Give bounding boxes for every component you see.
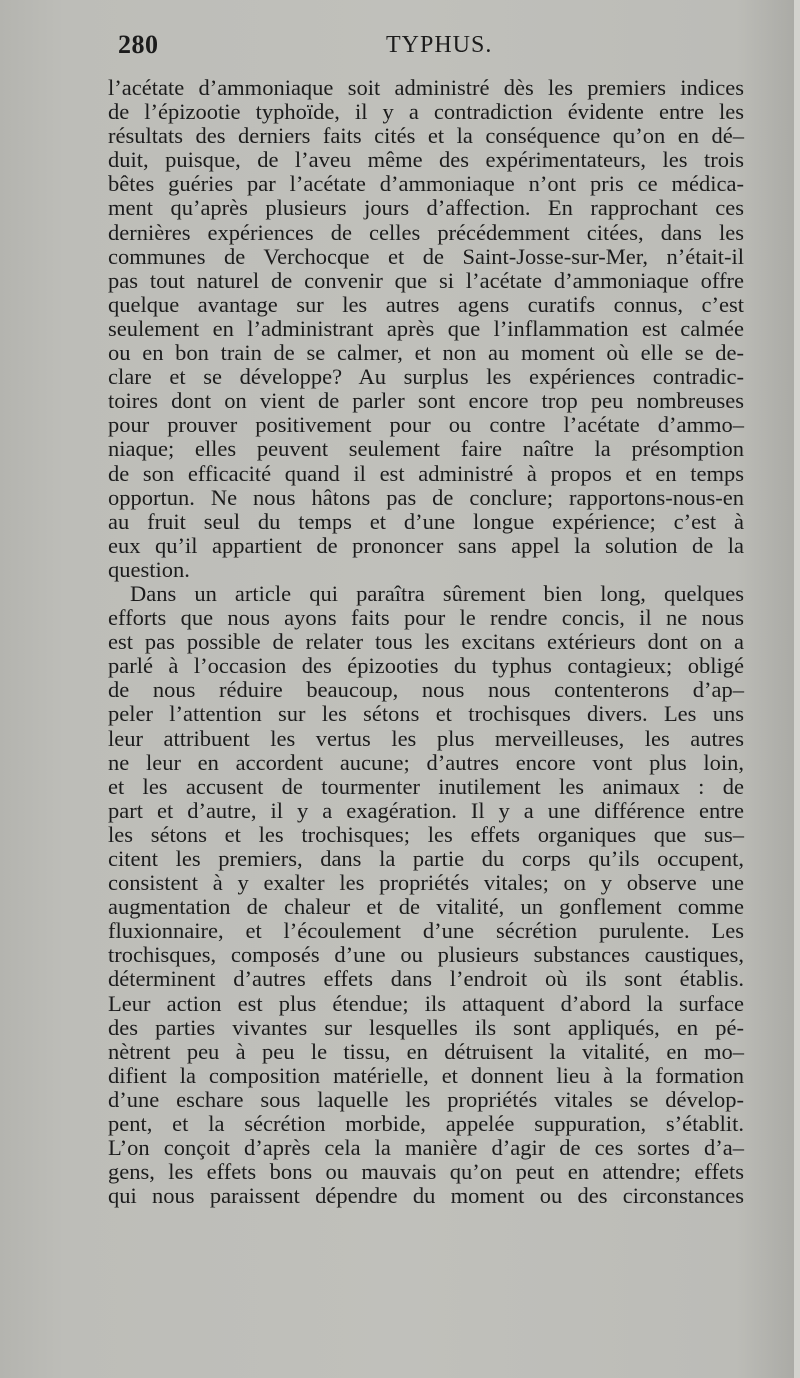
text-line: et les accusent de tourmenter inutilement les animaux : de — [108, 773, 744, 799]
text-line: résultats des derniers faits cités et la conséquence qu’on en dé– — [108, 123, 744, 149]
text-line: quelque avantage sur les autres agens curatifs connus, c’est — [108, 291, 744, 317]
body-text — [108, 76, 744, 1208]
text-line: qui nous paraissent dépendre du moment ou des circonstances — [108, 1183, 744, 1209]
text-line: communes de Verchocque et de Saint-Josse-sur-Mer, n’était-il — [108, 243, 744, 269]
page-number: 280 — [118, 30, 159, 59]
text-line: trochisques, composés d’une ou plusieurs substances caustiques, — [108, 942, 744, 968]
text-line: clare et se développe? Au surplus les expériences contradic- — [108, 364, 744, 390]
text-line: gens, les effets bons ou mauvais qu’on peut en attendre; effets — [108, 1159, 744, 1185]
paragraph-start-line: Dans un article qui paraîtra sûrement bien long, quelques — [130, 580, 744, 606]
text-line: L’on conçoit d’après cela la manière d’agir de ces sortes d’a– — [108, 1135, 744, 1161]
text-line: de nous réduire beaucoup, nous nous contenterons d’ap– — [108, 677, 744, 703]
text-line: seulement en l’administrant après que l’inflammation est calmée — [108, 315, 744, 341]
text-line: ment qu’après plusieurs jours d’affection. En rapprochant ces — [108, 195, 744, 221]
text-line: difient la composition matérielle, et donnent lieu à la formation — [108, 1062, 744, 1088]
text-line: déterminent d’autres effets dans l’endroit où ils sont établis. — [108, 966, 744, 992]
paragraph-end-line: question. — [108, 556, 190, 582]
text-line: nètrent peu à peu le tissu, en détruisent la vitalité, en mo– — [108, 1038, 744, 1064]
text-line: bêtes guéries par l’acétate d’ammoniaque n’ont pris ce médica- — [108, 171, 744, 197]
text-line: ne leur en accordent aucune; d’autres encore vont plus loin, — [108, 749, 744, 775]
text-line: d’une eschare sous laquelle les propriétés vitales se dévelop- — [108, 1086, 744, 1112]
text-line: peler l’attention sur les sétons et trochisques divers. Les uns — [108, 701, 744, 727]
text-line: est pas possible de relater tous les excitans extérieurs dont on a — [108, 629, 744, 655]
text-line: part et d’autre, il y a exagération. Il y a une différence entre — [108, 797, 744, 823]
text-line: dernières expériences de celles précédemment citées, dans les — [108, 219, 744, 245]
text-line: pent, et la sécrétion morbide, appelée suppuration, s’établit. — [108, 1111, 744, 1137]
text-line: opportun. Ne nous hâtons pas de conclure; rapportons-nous-en — [108, 484, 744, 510]
text-line: pas tout naturel de convenir que si l’acétate d’ammoniaque offre — [108, 267, 744, 293]
text-line: pour prouver positivement pour ou contre l’acétate d’ammo– — [108, 412, 744, 438]
text-line: fluxionnaire, et l’écoulement d’une sécrétion purulente. Les — [108, 918, 744, 944]
text-line: ou en bon train de se calmer, et non au moment où elle se de- — [108, 340, 744, 366]
text-line: l’acétate d’ammoniaque soit administré dès les premiers indices — [108, 75, 744, 100]
text-line: duit, puisque, de l’aveu même des expérimentateurs, les trois — [108, 147, 744, 173]
text-line: toires dont on vient de parler sont encore trop peu nombreuses — [108, 388, 744, 414]
text-line: au fruit seul du temps et d’une longue expérience; c’est à — [108, 508, 744, 534]
text-line: parlé à l’occasion des épizooties du typhus contagieux; obligé — [108, 653, 744, 679]
text-line: consistent à y exalter les propriétés vitales; on y observe une — [108, 870, 744, 896]
text-line: niaque; elles peuvent seulement faire naître la présomption — [108, 436, 744, 462]
running-title: TYPHUS. — [386, 32, 493, 58]
text-line: des parties vivantes sur lesquelles ils sont appliqués, en pé- — [108, 1014, 744, 1040]
page-edge — [794, 0, 800, 1378]
text-line: de l’épizootie typhoïde, il y a contradiction évidente entre les — [108, 99, 744, 125]
text-line: citent les premiers, dans la partie du corps qu’ils occupent, — [108, 846, 744, 871]
text-line: augmentation de chaleur et de vitalité, un gonflement comme — [108, 894, 744, 920]
text-line: efforts que nous ayons faits pour le rendre concis, il ne nous — [108, 605, 744, 631]
text-line: eux qu’il appartient de prononcer sans appel la solution de la — [108, 532, 744, 558]
page-header — [0, 30, 800, 70]
text-line: les sétons et les trochisques; les effets organiques que sus– — [108, 821, 744, 847]
text-line: Leur action est plus étendue; ils attaquent d’abord la surface — [108, 990, 744, 1016]
text-line: leur attribuent les vertus les plus merveilleuses, les autres — [108, 725, 744, 751]
text-line: de son efficacité quand il est administré à propos et en temps — [108, 460, 744, 486]
